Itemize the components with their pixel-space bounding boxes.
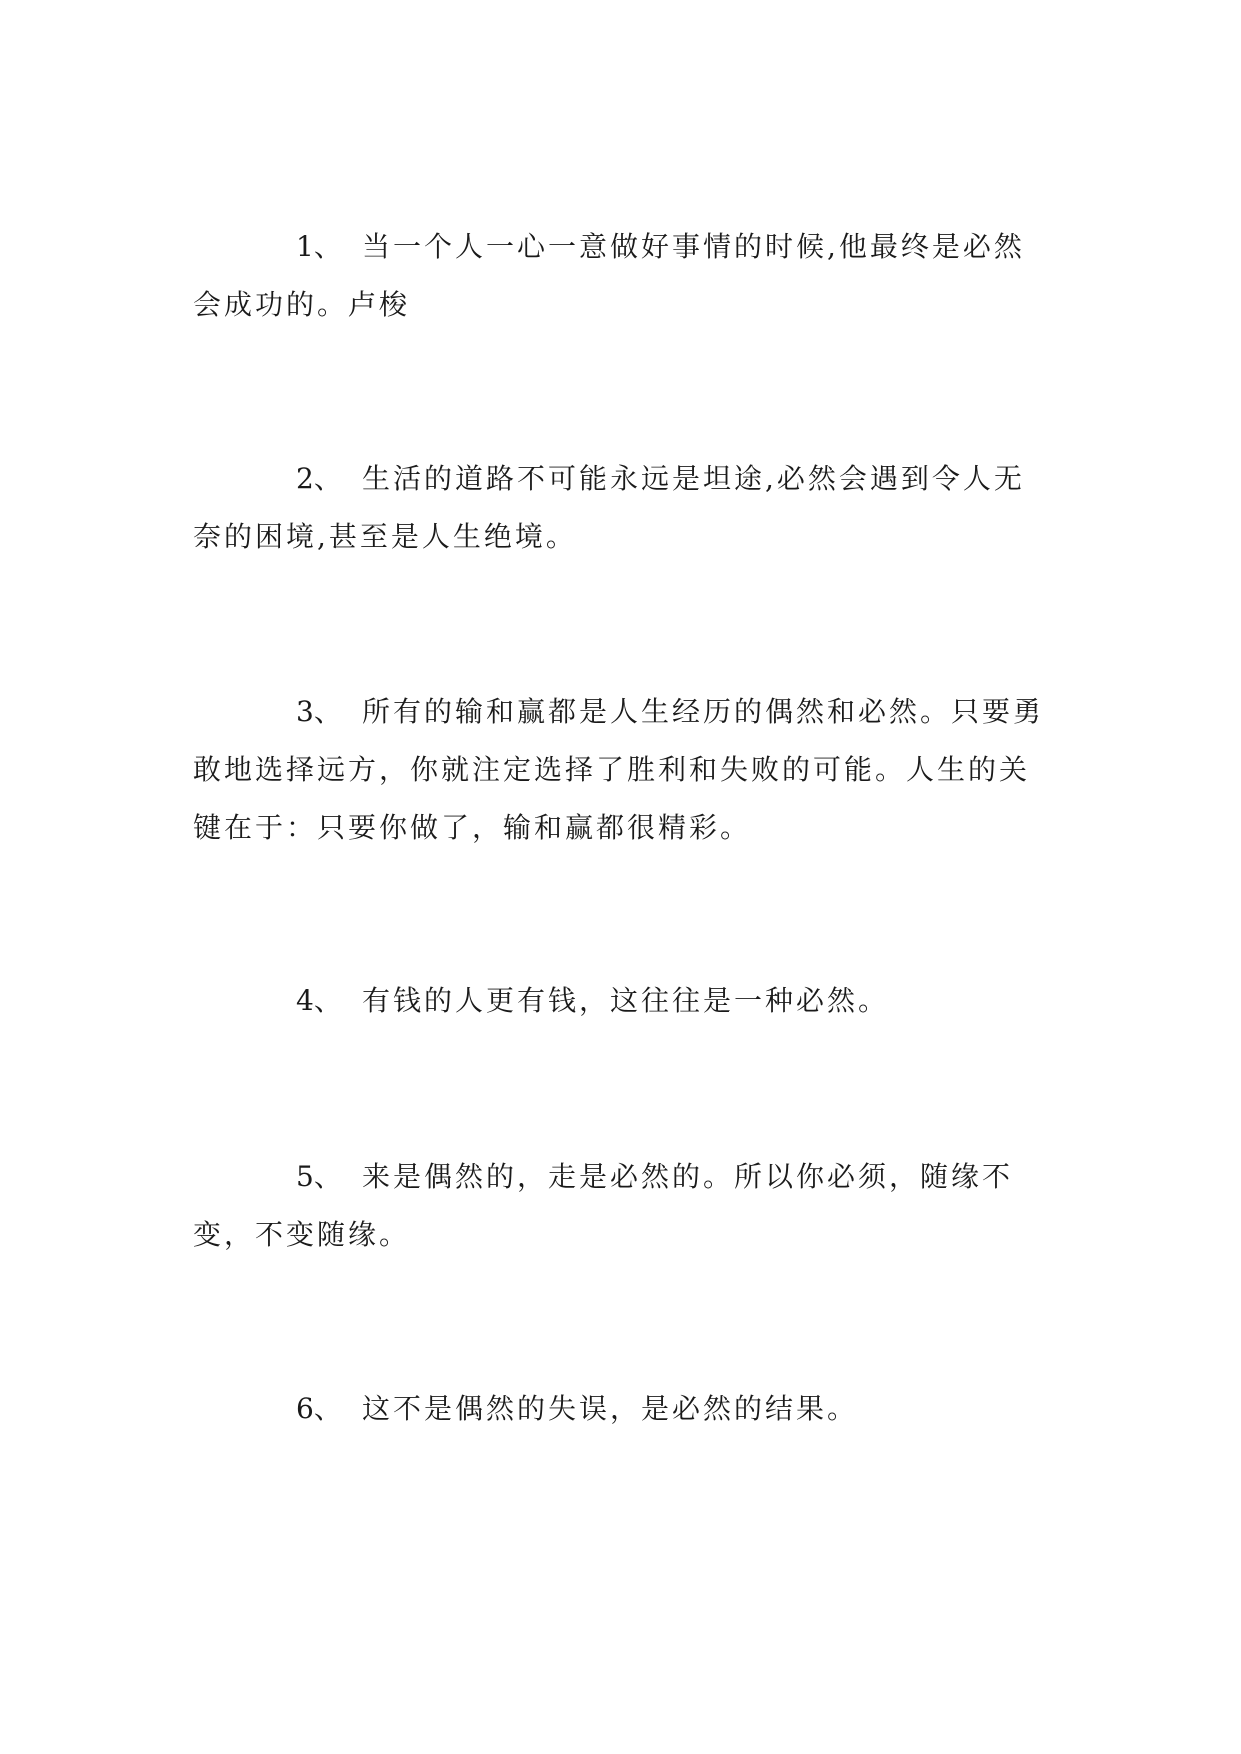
item-number: 5、	[296, 1160, 342, 1193]
list-item	[193, 218, 1048, 334]
list-item	[193, 1148, 1048, 1264]
item-number: 4、	[296, 984, 342, 1017]
list-item	[193, 972, 1048, 1030]
item-number: 6、	[296, 1392, 342, 1425]
item-text: 来是偶然的，走是必然的。所以你必须，随缘不变，不变随缘。	[193, 1160, 1014, 1251]
item-text: 所有的输和赢都是人生经历的偶然和必然。只要勇敢地选择远方，你就注定选择了胜利和失败的可能。人生的关键在于：只要你做了，输和赢都很精彩。	[193, 695, 1045, 844]
item-text: 有钱的人更有钱，这往往是一种必然。	[362, 984, 890, 1017]
item-text: 当一个人一心一意做好事情的时候,他最终是必然会成功的。卢梭	[193, 230, 1025, 321]
item-number: 1、	[296, 230, 342, 263]
item-text: 生活的道路不可能永远是坦途,必然会遇到令人无奈的困境,甚至是人生绝境。	[193, 462, 1025, 553]
list-item	[193, 683, 1048, 857]
item-number: 2、	[296, 462, 342, 495]
list-item	[193, 1380, 1048, 1438]
item-text: 这不是偶然的失误，是必然的结果。	[362, 1392, 859, 1425]
item-number: 3、	[296, 695, 342, 728]
list-item	[193, 450, 1048, 566]
